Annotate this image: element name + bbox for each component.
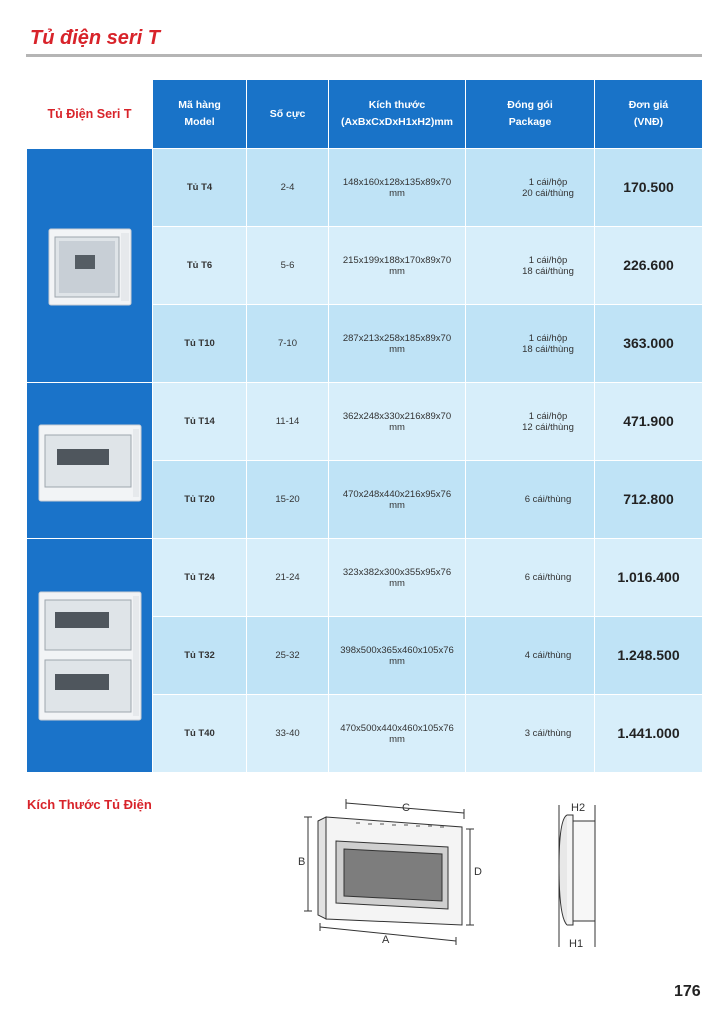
table-row — [27, 149, 703, 227]
dimension-heading: Kích Thước Tủ Điện — [27, 797, 152, 812]
row-model: Tủ T32 — [153, 617, 247, 695]
row-poles: 11-14 — [247, 383, 329, 461]
small-cabinet-illustration — [45, 221, 135, 311]
medium-cabinet-illustration — [35, 415, 145, 507]
row-poles: 21-24 — [247, 539, 329, 617]
product-image-medium-cabinet — [27, 383, 153, 539]
header-price: Đơn giá (VNĐ) — [595, 80, 703, 149]
row-package: 1 cái/hộp 18 cái/thùng — [466, 305, 595, 383]
large-cabinet-illustration — [35, 586, 145, 726]
row-price: 1.248.500 — [595, 617, 703, 695]
row-price: 1.441.000 — [595, 695, 703, 773]
row-size: 470x500x440x460x105x76 mm — [329, 695, 466, 773]
label-a: A — [382, 934, 390, 946]
row-size: 215x199x188x170x89x70 mm — [329, 227, 466, 305]
row-size: 148x160x128x135x89x70 mm — [329, 149, 466, 227]
page-number: 176 — [674, 983, 701, 1000]
row-size: 323x382x300x355x95x76 mm — [329, 539, 466, 617]
row-poles: 7-10 — [247, 305, 329, 383]
row-model: Tủ T40 — [153, 695, 247, 773]
row-poles: 2-4 — [247, 149, 329, 227]
row-size: 362x248x330x216x89x70 mm — [329, 383, 466, 461]
row-model: Tủ T4 — [153, 149, 247, 227]
label-h1: H1 — [569, 938, 584, 950]
header-model: Mã hàng Model — [153, 80, 247, 149]
row-model: Tủ T14 — [153, 383, 247, 461]
front-dimension-diagram — [296, 797, 492, 953]
product-image-large-cabinet — [27, 539, 153, 773]
row-size: 287x213x258x185x89x70 mm — [329, 305, 466, 383]
row-poles: 15-20 — [247, 461, 329, 539]
row-size: 470x248x440x216x95x76 mm — [329, 461, 466, 539]
row-package: 1 cái/hộp 12 cái/thùng — [466, 383, 595, 461]
label-c: C — [402, 802, 410, 814]
title-divider — [26, 54, 702, 57]
row-model: Tủ T20 — [153, 461, 247, 539]
row-model: Tủ T10 — [153, 305, 247, 383]
row-poles: 5-6 — [247, 227, 329, 305]
label-h2: H2 — [571, 802, 586, 814]
row-poles: 25-32 — [247, 617, 329, 695]
header-package: Đóng gói Package — [466, 80, 595, 149]
page-title: Tủ điện seri T — [30, 27, 161, 49]
row-model: Tủ T6 — [153, 227, 247, 305]
row-price: 363.000 — [595, 305, 703, 383]
row-price: 471.900 — [595, 383, 703, 461]
row-price: 170.500 — [595, 149, 703, 227]
row-package: 3 cái/thùng — [466, 695, 595, 773]
label-d: D — [474, 866, 482, 878]
row-package: 1 cái/hộp 18 cái/thùng — [466, 227, 595, 305]
table-row — [27, 539, 703, 617]
header-size: Kích thước (AxBxCxDxH1xH2)mm — [329, 80, 466, 149]
side-dimension-diagram — [545, 797, 615, 953]
row-package: 6 cái/thùng — [466, 461, 595, 539]
row-model: Tủ T24 — [153, 539, 247, 617]
row-package: 6 cái/thùng — [466, 539, 595, 617]
header-poles: Số cực — [247, 80, 329, 149]
row-size: 398x500x365x460x105x76 mm — [329, 617, 466, 695]
row-package: 1 cái/hộp 20 cái/thùng — [466, 149, 595, 227]
label-b: B — [298, 856, 306, 868]
row-package: 4 cái/thùng — [466, 617, 595, 695]
table-row — [27, 383, 703, 461]
row-price: 1.016.400 — [595, 539, 703, 617]
table-corner-label: Tủ Điện Seri T — [27, 80, 153, 149]
table-header-row — [27, 80, 703, 149]
row-poles: 33-40 — [247, 695, 329, 773]
product-image-small-cabinet — [27, 149, 153, 383]
row-price: 226.600 — [595, 227, 703, 305]
price-table — [26, 79, 703, 773]
row-price: 712.800 — [595, 461, 703, 539]
